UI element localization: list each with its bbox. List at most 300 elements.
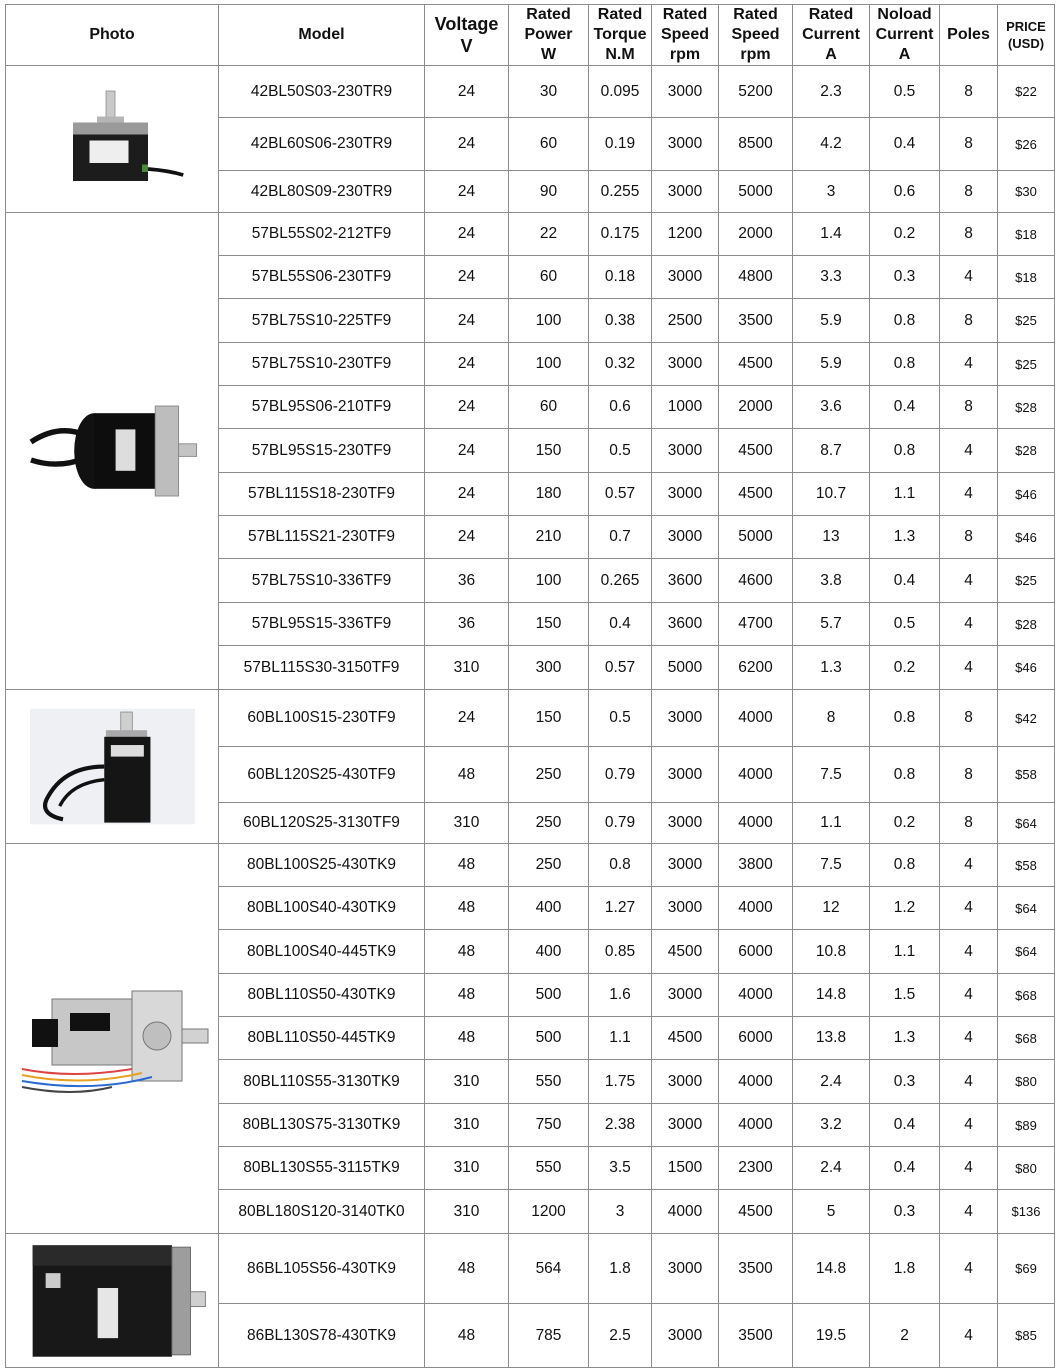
poles-cell: 8 (940, 171, 998, 213)
motor-photo-cell (6, 1234, 219, 1368)
poles-cell: 4 (940, 930, 998, 974)
noload-current-cell: 0.2 (870, 646, 940, 690)
header-line: Rated (733, 6, 778, 23)
header-model: Model (219, 5, 425, 66)
poles-cell: 8 (940, 516, 998, 559)
voltage-cell: 24 (425, 118, 509, 171)
voltage-cell: 310 (425, 803, 509, 844)
motor-photo-icon (30, 694, 195, 839)
rated-speed-1-cell: 1000 (652, 386, 719, 429)
header-unit: rpm (669, 46, 701, 63)
rated-power-cell: 785 (509, 1304, 589, 1368)
rated-torque-cell: 0.18 (589, 256, 652, 299)
noload-current-cell: 0.3 (870, 1190, 940, 1234)
noload-current-cell: 1.2 (870, 887, 940, 930)
price-cell: $28 (998, 429, 1055, 473)
model-cell: 80BL100S25-430TK9 (219, 844, 425, 887)
rated-power-cell: 1200 (509, 1190, 589, 1234)
poles-cell: 4 (940, 1304, 998, 1368)
header-line: Noload (877, 6, 932, 23)
rated-current-cell: 4.2 (793, 118, 870, 171)
model-cell: 57BL95S06-210TF9 (219, 386, 425, 429)
spec-table-body (6, 66, 1055, 1368)
rated-power-cell: 60 (509, 256, 589, 299)
motor-photo-icon (37, 75, 187, 203)
model-cell: 86BL105S56-430TK9 (219, 1234, 425, 1304)
rated-current-cell: 13 (793, 516, 870, 559)
price-cell: $136 (998, 1190, 1055, 1234)
voltage-cell: 24 (425, 66, 509, 118)
rated-speed-2-cell: 2000 (719, 213, 793, 256)
rated-current-cell: 10.8 (793, 930, 870, 974)
motor-photo-cell (6, 213, 219, 690)
header-line: Rated (597, 6, 643, 23)
rated-torque-cell: 0.6 (589, 386, 652, 429)
rated-speed-1-cell: 3000 (652, 1104, 719, 1147)
noload-current-cell: 0.8 (870, 844, 940, 887)
voltage-cell: 24 (425, 343, 509, 386)
rated-current-cell: 5.9 (793, 299, 870, 343)
rated-current-cell: 7.5 (793, 747, 870, 803)
rated-current-cell: 14.8 (793, 1234, 870, 1304)
poles-cell: 4 (940, 343, 998, 386)
rated-power-cell: 100 (509, 559, 589, 603)
rated-speed-1-cell: 3000 (652, 844, 719, 887)
rated-torque-cell: 3.5 (589, 1147, 652, 1190)
rated-power-cell: 210 (509, 516, 589, 559)
noload-current-cell: 1.3 (870, 1017, 940, 1060)
voltage-cell: 48 (425, 747, 509, 803)
rated-power-cell: 90 (509, 171, 589, 213)
noload-current-cell: 1.3 (870, 516, 940, 559)
rated-torque-cell: 3 (589, 1190, 652, 1234)
header-line: Rated (662, 6, 708, 23)
model-cell: 80BL110S50-430TK9 (219, 974, 425, 1017)
noload-current-cell: 0.5 (870, 66, 940, 118)
rated-current-cell: 13.8 (793, 1017, 870, 1060)
poles-cell: 4 (940, 1147, 998, 1190)
rated-power-cell: 150 (509, 429, 589, 473)
noload-current-cell: 0.8 (870, 343, 940, 386)
noload-current-cell: 0.8 (870, 299, 940, 343)
model-cell: 80BL100S40-430TK9 (219, 887, 425, 930)
voltage-cell: 24 (425, 473, 509, 516)
model-cell: 80BL130S55-3115TK9 (219, 1147, 425, 1190)
rated-speed-2-cell: 4500 (719, 473, 793, 516)
rated-speed-2-cell: 4500 (719, 429, 793, 473)
rated-speed-1-cell: 3000 (652, 171, 719, 213)
price-cell: $80 (998, 1147, 1055, 1190)
voltage-cell: 24 (425, 386, 509, 429)
rated-speed-2-cell: 8500 (719, 118, 793, 171)
rated-current-cell: 1.3 (793, 646, 870, 690)
noload-current-cell: 0.4 (870, 1147, 940, 1190)
rated-speed-2-cell: 3500 (719, 1304, 793, 1368)
table-row (6, 844, 1055, 887)
rated-speed-2-cell: 3800 (719, 844, 793, 887)
price-cell: $28 (998, 386, 1055, 429)
rated-current-cell: 19.5 (793, 1304, 870, 1368)
poles-cell: 8 (940, 803, 998, 844)
noload-current-cell: 1.1 (870, 473, 940, 516)
rated-power-cell: 180 (509, 473, 589, 516)
rated-torque-cell: 0.5 (589, 690, 652, 747)
rated-current-cell: 8 (793, 690, 870, 747)
model-cell: 57BL55S06-230TF9 (219, 256, 425, 299)
poles-cell: 4 (940, 1104, 998, 1147)
rated-torque-cell: 0.095 (589, 66, 652, 118)
noload-current-cell: 0.4 (870, 1104, 940, 1147)
rated-power-cell: 400 (509, 930, 589, 974)
model-cell: 80BL130S75-3130TK9 (219, 1104, 425, 1147)
rated-power-cell: 250 (509, 844, 589, 887)
model-cell: 80BL110S55-3130TK9 (219, 1060, 425, 1104)
86mm-bldc-motor-photo (6, 1236, 218, 1366)
header-row (6, 5, 1055, 66)
voltage-cell: 24 (425, 299, 509, 343)
poles-cell: 4 (940, 1060, 998, 1104)
poles-cell: 8 (940, 66, 998, 118)
price-cell: $58 (998, 747, 1055, 803)
rated-power-cell: 400 (509, 887, 589, 930)
voltage-cell: 310 (425, 646, 509, 690)
model-cell: 57BL75S10-230TF9 (219, 343, 425, 386)
rated-speed-1-cell: 3600 (652, 559, 719, 603)
motor-spec-table (5, 4, 1055, 1368)
rated-speed-2-cell: 4700 (719, 603, 793, 646)
header-noload-current (870, 5, 940, 66)
noload-current-cell: 0.4 (870, 559, 940, 603)
rated-speed-1-cell: 5000 (652, 646, 719, 690)
header-poles: Poles (940, 5, 998, 66)
voltage-cell: 310 (425, 1104, 509, 1147)
noload-current-cell: 0.4 (870, 386, 940, 429)
header-line: PRICE (1006, 19, 1046, 34)
rated-power-cell: 30 (509, 66, 589, 118)
rated-current-cell: 3.3 (793, 256, 870, 299)
rated-speed-2-cell: 4000 (719, 747, 793, 803)
header-voltage (425, 5, 509, 66)
motor-photo-cell (6, 844, 219, 1234)
model-cell: 42BL50S03-230TR9 (219, 66, 425, 118)
table-row (6, 1234, 1055, 1304)
rated-speed-2-cell: 4000 (719, 974, 793, 1017)
header-unit: N.M (605, 46, 635, 63)
rated-torque-cell: 0.85 (589, 930, 652, 974)
header-line: Current (802, 26, 860, 43)
noload-current-cell: 0.6 (870, 171, 940, 213)
rated-speed-1-cell: 4000 (652, 1190, 719, 1234)
rated-speed-2-cell: 4000 (719, 1060, 793, 1104)
rated-torque-cell: 0.255 (589, 171, 652, 213)
header-line: Speed (660, 26, 709, 43)
rated-speed-2-cell: 2000 (719, 386, 793, 429)
motor-photo-cell (6, 690, 219, 844)
voltage-cell: 310 (425, 1060, 509, 1104)
rated-current-cell: 10.7 (793, 473, 870, 516)
rated-speed-1-cell: 3000 (652, 974, 719, 1017)
rated-torque-cell: 0.265 (589, 559, 652, 603)
rated-speed-1-cell: 3000 (652, 1234, 719, 1304)
rated-speed-1-cell: 3000 (652, 1060, 719, 1104)
rated-torque-cell: 1.27 (589, 887, 652, 930)
poles-cell: 4 (940, 603, 998, 646)
header-rated-speed-1 (652, 5, 719, 66)
poles-cell: 4 (940, 1017, 998, 1060)
noload-current-cell: 0.5 (870, 603, 940, 646)
header-unit: A (898, 46, 911, 63)
poles-cell: 4 (940, 473, 998, 516)
rated-speed-1-cell: 3000 (652, 690, 719, 747)
rated-speed-2-cell: 4000 (719, 887, 793, 930)
price-cell: $30 (998, 171, 1055, 213)
rated-power-cell: 750 (509, 1104, 589, 1147)
rated-power-cell: 22 (509, 213, 589, 256)
model-cell: 80BL110S50-445TK9 (219, 1017, 425, 1060)
rated-speed-1-cell: 3000 (652, 747, 719, 803)
rated-speed-1-cell: 3000 (652, 429, 719, 473)
header-line: Current (875, 26, 934, 43)
header-unit: rpm (740, 46, 771, 63)
noload-current-cell: 0.2 (870, 213, 940, 256)
voltage-cell: 48 (425, 887, 509, 930)
rated-power-cell: 550 (509, 1147, 589, 1190)
60mm-bldc-motor-photo (6, 694, 218, 839)
header-unit: W (540, 46, 557, 63)
rated-torque-cell: 0.175 (589, 213, 652, 256)
poles-cell: 4 (940, 844, 998, 887)
poles-cell: 4 (940, 974, 998, 1017)
model-cell: 42BL60S06-230TR9 (219, 118, 425, 171)
voltage-cell: 48 (425, 844, 509, 887)
voltage-cell: 48 (425, 1304, 509, 1368)
header-voltage-line: Voltage (434, 14, 499, 34)
model-cell: 57BL115S18-230TF9 (219, 473, 425, 516)
motor-photo-cell (6, 66, 219, 213)
noload-current-cell: 0.8 (870, 690, 940, 747)
model-cell: 60BL120S25-430TF9 (219, 747, 425, 803)
header-line: Rated (526, 6, 571, 23)
price-cell: $25 (998, 559, 1055, 603)
rated-speed-1-cell: 3600 (652, 603, 719, 646)
price-cell: $64 (998, 887, 1055, 930)
voltage-cell: 48 (425, 1017, 509, 1060)
noload-current-cell: 2 (870, 1304, 940, 1368)
rated-power-cell: 100 (509, 299, 589, 343)
price-cell: $46 (998, 646, 1055, 690)
price-cell: $25 (998, 299, 1055, 343)
rated-speed-2-cell: 2300 (719, 1147, 793, 1190)
model-cell: 57BL115S30-3150TF9 (219, 646, 425, 690)
poles-cell: 8 (940, 213, 998, 256)
rated-current-cell: 5.9 (793, 343, 870, 386)
rated-torque-cell: 1.6 (589, 974, 652, 1017)
poles-cell: 4 (940, 559, 998, 603)
rated-speed-1-cell: 3000 (652, 1304, 719, 1368)
rated-speed-2-cell: 6000 (719, 930, 793, 974)
rated-current-cell: 3.6 (793, 386, 870, 429)
rated-speed-1-cell: 3000 (652, 887, 719, 930)
voltage-cell: 48 (425, 930, 509, 974)
price-cell: $18 (998, 256, 1055, 299)
motor-photo-icon (22, 386, 202, 516)
noload-current-cell: 0.4 (870, 118, 940, 171)
voltage-cell: 310 (425, 1190, 509, 1234)
rated-speed-1-cell: 3000 (652, 256, 719, 299)
poles-cell: 8 (940, 299, 998, 343)
noload-current-cell: 0.8 (870, 429, 940, 473)
rated-speed-1-cell: 3000 (652, 473, 719, 516)
header-rated-torque (589, 5, 652, 66)
model-cell: 60BL100S15-230TF9 (219, 690, 425, 747)
model-cell: 57BL115S21-230TF9 (219, 516, 425, 559)
price-cell: $42 (998, 690, 1055, 747)
header-unit: A (825, 46, 837, 63)
noload-current-cell: 0.2 (870, 803, 940, 844)
header-line: Speed (731, 26, 780, 43)
rated-torque-cell: 0.4 (589, 603, 652, 646)
rated-speed-2-cell: 4000 (719, 690, 793, 747)
rated-torque-cell: 0.79 (589, 747, 652, 803)
rated-torque-cell: 0.38 (589, 299, 652, 343)
model-cell: 57BL75S10-336TF9 (219, 559, 425, 603)
rated-torque-cell: 0.57 (589, 473, 652, 516)
voltage-cell: 24 (425, 213, 509, 256)
voltage-cell: 24 (425, 171, 509, 213)
table-row (6, 66, 1055, 118)
price-cell: $69 (998, 1234, 1055, 1304)
rated-current-cell: 3 (793, 171, 870, 213)
rated-speed-1-cell: 3000 (652, 516, 719, 559)
rated-speed-1-cell: 4500 (652, 1017, 719, 1060)
rated-current-cell: 1.4 (793, 213, 870, 256)
price-cell: $89 (998, 1104, 1055, 1147)
voltage-cell: 24 (425, 256, 509, 299)
rated-power-cell: 100 (509, 343, 589, 386)
header-photo: Photo (6, 5, 219, 66)
model-cell: 57BL55S02-212TF9 (219, 213, 425, 256)
rated-torque-cell: 1.1 (589, 1017, 652, 1060)
rated-speed-2-cell: 3500 (719, 299, 793, 343)
price-cell: $25 (998, 343, 1055, 386)
noload-current-cell: 0.3 (870, 256, 940, 299)
price-cell: $28 (998, 603, 1055, 646)
nema23-bldc-motor-photo (6, 386, 218, 516)
header-voltage-unit: V (460, 36, 473, 56)
price-cell: $18 (998, 213, 1055, 256)
price-cell: $85 (998, 1304, 1055, 1368)
rated-power-cell: 60 (509, 118, 589, 171)
rated-current-cell: 2.4 (793, 1147, 870, 1190)
model-cell: 57BL75S10-225TF9 (219, 299, 425, 343)
poles-cell: 8 (940, 690, 998, 747)
poles-cell: 4 (940, 646, 998, 690)
rated-speed-2-cell: 5000 (719, 171, 793, 213)
header-line: Power (524, 26, 573, 43)
price-cell: $68 (998, 974, 1055, 1017)
voltage-cell: 36 (425, 603, 509, 646)
rated-current-cell: 7.5 (793, 844, 870, 887)
voltage-cell: 24 (425, 429, 509, 473)
rated-speed-1-cell: 3000 (652, 118, 719, 171)
price-cell: $64 (998, 803, 1055, 844)
rated-current-cell: 12 (793, 887, 870, 930)
rated-torque-cell: 2.5 (589, 1304, 652, 1368)
table-row (6, 213, 1055, 256)
voltage-cell: 48 (425, 1234, 509, 1304)
model-cell: 86BL130S78-430TK9 (219, 1304, 425, 1368)
model-cell: 80BL100S40-445TK9 (219, 930, 425, 974)
poles-cell: 8 (940, 118, 998, 171)
poles-cell: 4 (940, 1190, 998, 1234)
rated-speed-1-cell: 3000 (652, 66, 719, 118)
header-rated-current (793, 5, 870, 66)
voltage-cell: 36 (425, 559, 509, 603)
header-rated-speed-2 (719, 5, 793, 66)
rated-power-cell: 550 (509, 1060, 589, 1104)
table-row (6, 690, 1055, 747)
header-rated-power (509, 5, 589, 66)
rated-current-cell: 2.4 (793, 1060, 870, 1104)
rated-current-cell: 3.8 (793, 559, 870, 603)
rated-current-cell: 5 (793, 1190, 870, 1234)
rated-speed-2-cell: 5200 (719, 66, 793, 118)
voltage-cell: 310 (425, 1147, 509, 1190)
price-cell: $46 (998, 473, 1055, 516)
voltage-cell: 24 (425, 690, 509, 747)
model-cell: 80BL180S120-3140TK0 (219, 1190, 425, 1234)
voltage-cell: 24 (425, 516, 509, 559)
motor-photo-icon (10, 1236, 215, 1366)
price-cell: $64 (998, 930, 1055, 974)
header-price (998, 5, 1055, 66)
rated-torque-cell: 1.75 (589, 1060, 652, 1104)
rated-torque-cell: 0.8 (589, 844, 652, 887)
rated-power-cell: 500 (509, 974, 589, 1017)
poles-cell: 8 (940, 747, 998, 803)
rated-torque-cell: 0.19 (589, 118, 652, 171)
header-line: Rated (808, 6, 854, 23)
price-cell: $68 (998, 1017, 1055, 1060)
rated-torque-cell: 0.79 (589, 803, 652, 844)
rated-speed-1-cell: 1500 (652, 1147, 719, 1190)
rated-torque-cell: 0.7 (589, 516, 652, 559)
rated-current-cell: 3.2 (793, 1104, 870, 1147)
poles-cell: 4 (940, 887, 998, 930)
rated-torque-cell: 2.38 (589, 1104, 652, 1147)
rated-power-cell: 300 (509, 646, 589, 690)
poles-cell: 4 (940, 429, 998, 473)
model-cell: 60BL120S25-3130TF9 (219, 803, 425, 844)
header-line: Torque (593, 26, 647, 43)
rated-current-cell: 2.3 (793, 66, 870, 118)
poles-cell: 4 (940, 1234, 998, 1304)
header-unit: (USD) (1007, 36, 1045, 51)
rated-power-cell: 150 (509, 690, 589, 747)
poles-cell: 4 (940, 256, 998, 299)
80mm-bldc-motor-photo (6, 959, 218, 1119)
rated-current-cell: 5.7 (793, 603, 870, 646)
rated-power-cell: 500 (509, 1017, 589, 1060)
noload-current-cell: 1.1 (870, 930, 940, 974)
rated-torque-cell: 0.57 (589, 646, 652, 690)
rated-speed-2-cell: 4800 (719, 256, 793, 299)
rated-current-cell: 8.7 (793, 429, 870, 473)
rated-speed-1-cell: 3000 (652, 803, 719, 844)
rated-power-cell: 564 (509, 1234, 589, 1304)
price-cell: $26 (998, 118, 1055, 171)
rated-speed-1-cell: 4500 (652, 930, 719, 974)
